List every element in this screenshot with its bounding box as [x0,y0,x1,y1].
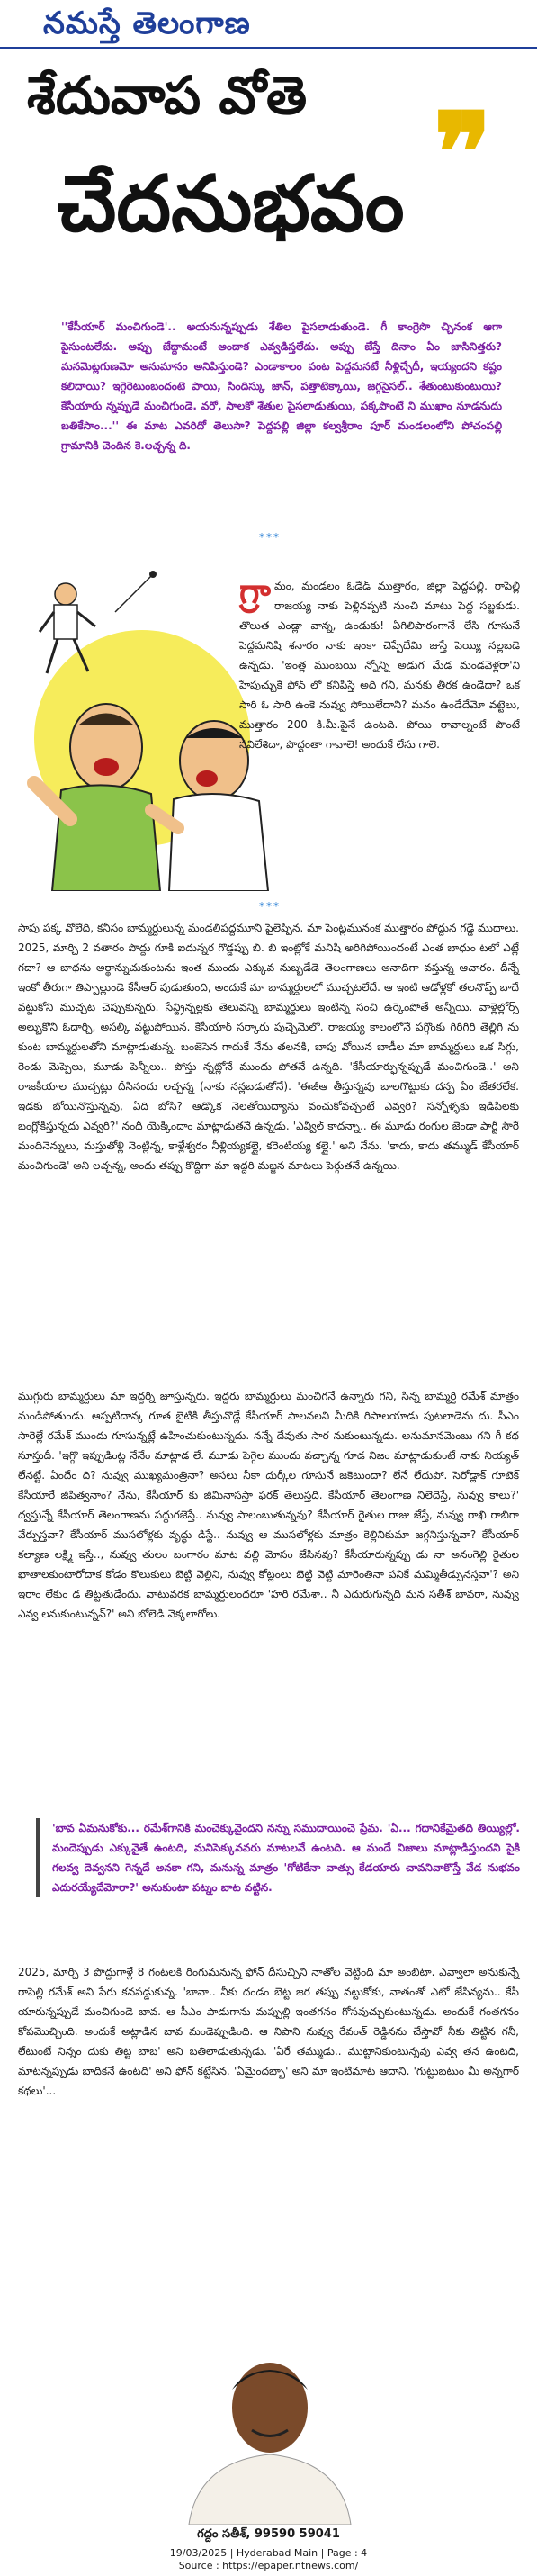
headline-line-2: చేదనుభవం [58,158,405,249]
author-photo [162,2345,378,2525]
drop-cap: గ్రా [239,571,271,611]
cartoon-side-text [239,571,520,754]
body-paragraph-2: ముగ్గురు బామ్మర్దులు మా ఇద్దర్ని జూస్తున్నరు. ఇద్దరు బామ్మర్దులు మంచిగనే ఉన్నారు గని, సిన్న బామ్మర్ది రమేశ్ మాత్రం మండిపోతుండు. ఆప్పటిదాన్క గూత బైటికి తీస్తువొడ్లే కేసీయార్ పాలనలని మీదికి రిపాలయాడు పుటలాడెను దు. సీఎం సారెల్లే రమేశ్ ముందు గూసున్నట్లే ఉహించుకుంటున్నదు. నన్నే దేవుతు సార నుకుంటున్నడు. అనుమానమెంబు గని గీ కథ సూస్తుదీ. 'ఇగ్గొ ఇప్పుడింట్ల నేనేం మాట్లాడ లే. మూడు పెగ్గెల ముందు వచ్చాన్న గూడ నిజం మాట్లాడుకుంటే నాకు నియ్యత్ లేనట్టే. ఏందేం ది? నువ్వు ముఖ్యమంత్రినా? అసలు నీకా దుర్కీల గూసునే జకెటుందా? లేనే లేదుపో. సెరోడ్లాక్ గూటెక్ కేసీయారే జిపిత్వనాం? నేను, కేసీయార్ కు జిమినాసస్తా ఫరక్ తెలుస్తది. కేసీయార్ తెలంగాణ నిలెదెస్తే, నువ్వు కాలు?' ద్వస్తున్నే కేసీయార్ తెలంగాణను పద్దుగజెస్తే.. నువ్వు పాలంబుతున్నవు? కేసీయార్ రైతుల రాజు జేస్తే, నువ్వు రాఖి రాబిగా వేర్పుస్తవా? కేసీయార్ ముసలోళ్లకు వృద్ధు డిస్టే.. నువ్వు ఆ ముసలోళ్లకు మాత్రం కెల్లినికుమా జగ్గనిస్తున్నవా? కేసీయార్ కల్యాణ లక్ష్మి ఇస్తే.., నువ్వు తులం బంగారం మాట వల్లి మోసం జేసినవు? కేసీయారున్నప్పు డు నా అనంగెల్లి రైతుల ఖాతాలకుంటారోదాక కోడం కొలుకులు బెట్టి వెల్లిని, నువ్వు కోట్లంలు బెట్టి వెట్టి మారెంతినా పనికే మమ్మితీడ్సునస్తవా'? అని ఇరాం లేకుం డ తిట్టతుడేందు. వాటువరక బామ్మర్దులందరూ 'హరి రమేశా.. నీ ఎదురుగున్నది మన సతీశ్ బావరా, నువ్వు ఎవ్వ లనుకుంటున్నవ్?' అని బోలెడి వెక్కలాగోలు. [18,1390,519,1620]
footer-date-line: 19/03/2025 | Hyderabad Main | Page : 4 [169,2547,368,2559]
headline-line-1: శేదువాప వోతె [27,65,308,126]
masthead-title: నమస్తే తెలంగాణ [43,5,251,41]
cartoon-side-paragraph: మం, మండలం ఓడేడ్ ముత్తారం, జిల్లా పెద్దపల్లి. రాపెల్లి రాజయ్య నాకు పెళ్లినప్పటి నుంచి మాటు పెద్ద సబ్జకుడు. తొలుత ఎండ్లా వాన్న, ఉండుకు! ఏగిలిపారంగానే లేసి గూసునే పెద్దమనిషి శనారం నాకు ఇంకా చెప్పేదేమి జుస్తే పెయ్యి నల్లబడె ఉన్నడు. 'ఇంత్ల ముంబయి న్నోన్ని అడుగ మేడ మండవెళ్లరా'ని హేపుచ్చుకే ఫోన్ లో కనిపిస్తే అది గని, మనకు తీరక ఉండేదా? ఒక సారి ఓ సారి ఉంకె నువ్వు సోయిలేదాని? మనం ఉండేదేమో వట్టెలు, ముత్తారం 200 కి.మీ.పైనే ఉంటది. పోయి రావాల్నంటే పొంటే సవిలేశిదా, పొద్దంతా గావాలె! అందుకే లేసు గాలె. [239,580,520,751]
footer [0,2547,537,2572]
separator-stars: *** [259,531,281,544]
headline [7,52,529,313]
intro-text: ''కేసీయార్ మంచిగుండె'.. అయనున్నప్పుడు శేతిల పైసలాడుతుండె. గీ కాంగ్రెసొ చ్చినంక ఆగా పైసుంటలేదు. అప్పు జేద్దామంటే అందాక ఎవ్వడిస్తలేదు. అప్పు జేస్తే దినాం ఏం జాసినిత్తరు? మనమెట్లగుణమో అనుమానం అనిపిస్తుండె? ఎండాకాలం పంట పెద్దమనటే నీళ్లిచ్చేదీ, ఇయ్యందని కష్టం కలిదాయి? ఇగ్గెరెటుంబందంటె పాయి, సిందిస్కు జాన్, పత్తాటెక్కాయి, జగ్గసైసల్.. శేతుంటుకుంటుయి? కేసీయారు న్నప్పుడే మంచిగుండె. వరో, సాలకో శేతుల పైసలాడుతుయి, పక్కపొంటే ని ముఖాం నూడనుదు బతికేసాం...'' ఈ మాట ఎవరిదో తెలుసా? పెద్దపల్లి జిల్లా కల్వశ్రీరాం పూర్ మండలంలోని పోచంపల్లి గ్రామానికి చెందిన కె.లచ్చన్న ది. [61,320,502,452]
quote-mark-icon: ❞ [434,89,492,216]
pull-quote: 'బావ ఏమనుకోకు... రమేశ్‌గానికి మంచెక్కువైందని నన్ను సముదాయించె ప్రేమ. 'ఏ... గదానికేమైతది తియ్యిల్లో. మందెప్పుడు ఎక్కువైతే ఉంటది, మనిసెక్కువవరు మాటలనే ఉంటది. ఆ మందే నిజాలు మాట్లాడిస్తుందని సైకి గలవ్వ దెవ్వనని గెన్నదే అనకా గని, మనున్న మాత్రం 'గోటికేనా వాత్సు కేడయారు చావనివాకొస్తే వేడ నుభవం ఎదురయ్యేదేమోరా?' అనుకుంటా పట్నం బాట వట్టిన. [36,1818,520,1897]
body-paragraph-1: సాపు పక్క వోలేది, కనీసం బామ్మర్దులున్న మండలిపద్దమూని పైలెప్పిన. మా పెంట్లమునంక ముత్తారం పోద్దున గడ్డే ముదాలు. 2025, మార్చి 2 వతారం పొద్దు గూకి ఐదున్నర గొడ్డప్పు బి. బి ఇంట్లోకే మనిషి అరిగిపోయిందంటే ఎంత బాధుం టలో ఎట్లే గదా? ఆ బాధను అర్థాన్నుచుకుంటను ఇంత ముందు ఎక్కువ నుబ్బడేడె తెలంగాణలు అనాదిగా వస్తున్న ఆచారం. దీన్నే ఇంకో తీరుగా తిప్పాల్లుండె కేసీఆర్ పుడుతుంది, అందుకే మా బామ్మర్దులలో ముచ్చటలేదే. ఆ ఇంటి ఆడోళ్లకో తలనొప్ప్ బాదే వట్టుకోని ముచ్చట చెప్పుకున్నరు. సేన్ద్రిన్నల్లకు తెలువన్ని బామ్మర్దులు ఇంటిన్న సంచి ఉర్కెంపోతే అన్నీయి. వాళ్లెల్లోర్స్ అల్బుకొని ఓదార్చి, అసల్కి వట్టుపోయిన. కేసీయార్ సర్కారు పుచ్చెమెలో. రాజయ్య కాలంలోనే పగ్గొంకు గిరిగిరి తెల్లిగి ను కుంట బామ్మర్దులతోని మాట్లాడుతున్న. బంజెసెన గాదుకే నేను తలనకి, బాపు వోయిన బాడీల మా బామ్మర్దులు ఒక సిగ్గు, రెండు మెప్పెలు, మూడు పెన్నీలు.. పోస్తు న్నట్లోనే ముందు పోతనే ఉన్నది. 'కేసీయార్ఫున్నప్పుడే మంచిగుండె..' అని రాజకీయాల ముచ్చట్లు దీసినందు లచ్చన్న (నాకు నన్లబడుతోనే). 'ఈజీఆ తీస్తున్నవు బాలగొట్టుకు దన్ప ఏం జేతరలేక. ఇడకు బోయినొస్తున్నవు, ఏది బోసి? ఆడ్కొక నెలతోయిద్యాను వంచుకోవచ్చంటే ఎవ్వరి? సన్నోళ్ళకు ఇడిపిలకు బంగ్లోకిస్తున్నదు ఎవ్వరి?' నందీ యెక్కిందాం మాట్లాడుతనే ఉన్నడు. 'ఎవ్వీల్ కాదన్నా.. ఈ మూడు రంగుల జెండా పార్టీ సౌరే మందినెన్నులు, మస్తుతోళ్లి నెంట్లిన్న, కాళ్లేశ్వరం నీళ్లియ్యకల్లై, కరెంటియ్య కల్లై.' అని నేను. 'కాదు, కాదు తమ్ముడ్ కేసీయార్ మంచిగుండె' అని లచ్చన్న, అందు తప్పు కొద్దిగా మా ఇద్దరి మజ్జన మాటలు పెర్గుతనే ఉన్నయి. [18,922,519,1172]
masthead [0,0,537,49]
author-caption: గద్దం సతీశ్, 99590 59041 [197,2527,340,2541]
separator-stars: *** [259,900,281,913]
footer-source-link[interactable]: Source : https://epaper.ntnews.com/ [178,2560,359,2571]
body-paragraph-3: 2025, మార్చి 3 పొద్దుగాళ్లే 8 గంటలకి రింగుమనున్న ఫోన్ దీసుచ్చిని నాతోల వెట్టింది మా అంబిటా. ఎవ్వాలా అనుకున్నే రాపెల్లి రమేశ్ అని పేరు కనపడ్డుకున్న. 'బావా.. నీకు దండం బెట్ట జర తప్పు వట్టుకోకు, నాతంతో ఎటో జేసిన్యను.. కేసీ యారున్నప్పుడే మంచిగుండె బావ. ఆ సీఎం పాడుగాను మప్పుల్లి ఇంతగనం గోసవుచ్చుకుంటున్నడు. అందుకే గంతగనం కోపమొచ్చింది. అందుకే అట్లాడిన బావ మండెప్పుడింది. ఆ నిపాని నువ్వు రేవంత్ రెడ్డినను చేస్తావో నీకు తిట్టిన గనీ, లేటుంటే నిన్నం దుకు తిట్ట బాబ' అని బతిలాడుతున్నడు. 'ఏరే తమ్ముడు.. ముట్టానికుంటున్నవు ఎవ్వ తన ఉంటది, మాటన్నప్పుడు బాదికనే ఉంటది' అని ఫోన్ కట్టేసిన. 'ఏమైందబ్బా' అని మా ఇంటిమాట ఆదాని. 'గుట్టుబటుం మీ అన్నగార్ కథలు'... [18,1966,519,2097]
